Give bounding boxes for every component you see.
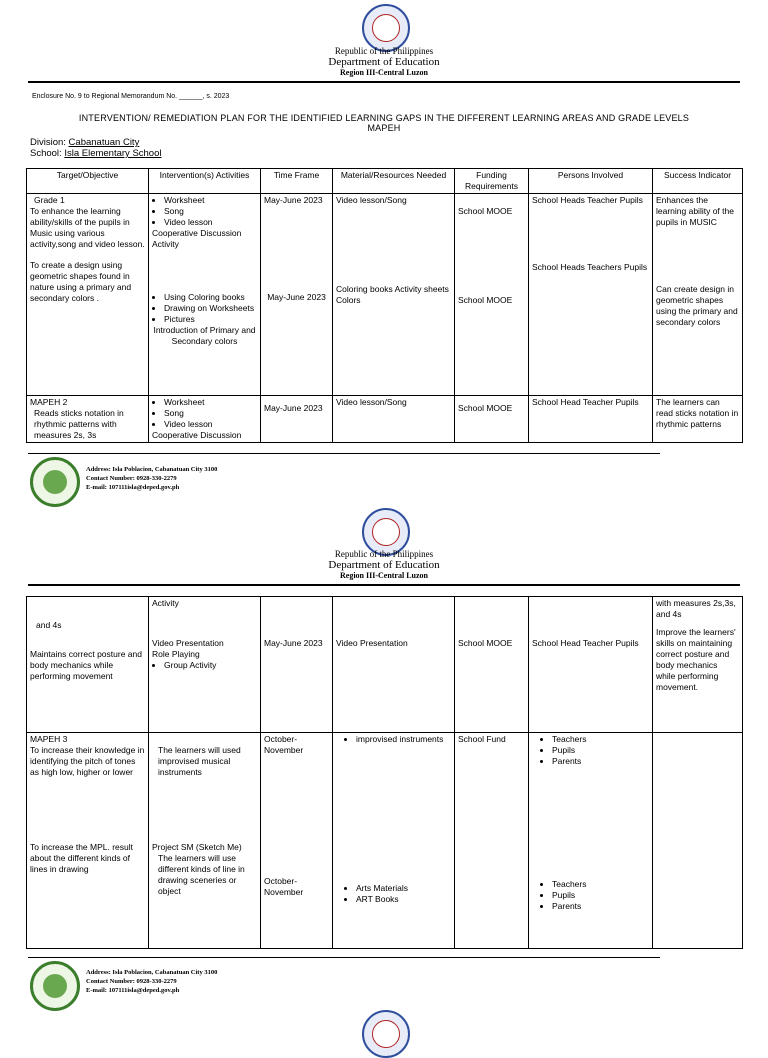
intervention-text: Activity — [152, 598, 179, 608]
school-value: Isla Elementary School — [64, 148, 162, 159]
materials-list — [336, 734, 451, 745]
materials-text: Video lesson/Song — [336, 397, 407, 407]
col-time: Time Frame — [261, 169, 333, 194]
footer-contact — [86, 465, 217, 492]
table-row — [27, 396, 743, 443]
objective-text: To enhance the learning ability/skills of the pupils in Music using various activity,song and video lesson. — [30, 206, 145, 249]
intervention-list — [152, 660, 257, 671]
table-row — [27, 597, 743, 733]
target-cell — [27, 597, 149, 733]
target-cell — [27, 396, 149, 443]
list-item: • ART Books — [356, 894, 451, 905]
objective-text: and 4s — [36, 620, 62, 630]
funding-text: School MOOE — [458, 295, 513, 305]
funding-cell — [455, 194, 529, 396]
funding-text: School MOOE — [458, 403, 513, 413]
footer-address: Address: Isla Poblacion, Cabanatuan City 3100 — [86, 466, 218, 473]
region-text: Region III-Central Luzon — [339, 68, 428, 77]
footer-rule — [28, 957, 660, 958]
intervention-text: Introduction of Primary and Secondary colors — [153, 325, 256, 346]
time-text: October-November — [264, 876, 304, 897]
deped-seal — [362, 4, 410, 52]
department-text: Department of Education — [328, 56, 440, 68]
col-target: Target/Objective — [27, 169, 149, 194]
intervention-text: Cooperative Discussion — [152, 430, 242, 440]
list-item: • Pictures — [164, 314, 257, 325]
success-text: Enhances the learning ability of the pupils in MUSIC — [656, 195, 734, 227]
intervention-list — [152, 195, 257, 228]
intervention-text: Cooperative Discussion Activity — [152, 228, 242, 249]
intervention-cell — [149, 597, 261, 733]
intervention-text: Role Playing — [152, 649, 200, 659]
header-rule — [28, 81, 740, 83]
intervention-text: Project SM (Sketch Me) — [152, 842, 242, 852]
list-item: • Parents — [552, 756, 649, 767]
division-line — [30, 137, 139, 148]
footer-contact — [86, 968, 217, 995]
materials-text: Video Presentation — [336, 638, 408, 648]
list-item: • Group Activity — [164, 660, 257, 671]
list-item: • improvised instruments — [356, 734, 451, 745]
list-item: • Pupils — [552, 745, 649, 756]
success-cell — [653, 597, 743, 733]
time-text: October-November — [264, 734, 304, 755]
time-text: May-June 2023 — [267, 292, 326, 302]
footer-phone: Contact Number: 0928-330-2279 — [86, 475, 177, 482]
list-item: • Arts Materials — [356, 883, 451, 894]
title-line-1: INTERVENTION/ REMEDIATION PLAN FOR THE IDENTIFIED LEARNING GAPS IN THE DIFFERENT LEARNING AREAS AND GRADE LEVELS — [78, 113, 690, 123]
list-item: • Video lesson — [164, 217, 257, 228]
region-text: Region III-Central Luzon — [339, 571, 428, 580]
col-materials: Material/Resources Needed — [333, 169, 455, 194]
objective-text: Maintains correct posture and body mechanics while performing movement — [30, 649, 142, 681]
list-item: • Worksheet — [164, 195, 257, 206]
success-text: The learners can read sticks notation in rhythmic patterns — [656, 397, 739, 429]
list-item: • Song — [164, 206, 257, 217]
table-header-row — [27, 169, 743, 194]
plan-table-page2 — [26, 596, 743, 949]
deped-seal — [362, 1010, 410, 1058]
list-item: • Parents — [552, 901, 649, 912]
intervention-text: The learners will used improvised musical instruments — [158, 745, 241, 777]
success-text: Can create design in geometric shapes using the primary and secondary colors — [656, 284, 738, 327]
plan-title — [28, 113, 740, 133]
grade-label: MAPEH 3 — [30, 734, 68, 744]
intervention-list — [152, 292, 257, 325]
time-text: May-June 2023 — [264, 403, 323, 413]
persons-cell — [529, 597, 653, 733]
success-cell — [653, 194, 743, 396]
school-label: School: — [30, 148, 62, 159]
list-item: • Teachers — [552, 734, 649, 745]
footer-email: E-mail: 107111isla@deped.gov.ph — [86, 484, 180, 491]
success-cell — [653, 396, 743, 443]
persons-cell — [529, 733, 653, 949]
intervention-text: The learners will use different kinds of line in drawing sceneries or object — [158, 853, 245, 896]
objective-text: To increase the MPL. result about the different kinds of lines in drawing — [30, 842, 133, 874]
intervention-list — [152, 397, 257, 430]
persons-text: School Heads Teachers Pupils — [532, 262, 648, 272]
materials-cell — [333, 597, 455, 733]
persons-cell — [529, 396, 653, 443]
time-cell — [261, 194, 333, 396]
enclosure-text: Enclosure No. 9 to Regional Memorandum No. ______, s. 2023 — [32, 93, 230, 100]
time-cell — [261, 733, 333, 949]
footer-address: Address: Isla Poblacion, Cabanatuan City 3100 — [86, 969, 218, 976]
list-item: • Pupils — [552, 890, 649, 901]
funding-cell — [455, 396, 529, 443]
col-intervention: Intervention(s) Activities — [149, 169, 261, 194]
objective-text: To create a design using geometric shapes found in nature using a primary and secondary colors . — [30, 260, 132, 303]
materials-cell — [333, 733, 455, 949]
republic-text: Republic of the Philippines — [334, 549, 434, 559]
persons-text: School Heads Teacher Pupils — [532, 195, 643, 205]
table-row — [27, 194, 743, 396]
grade-label: MAPEH 2 — [30, 397, 68, 407]
list-item: • Teachers — [552, 879, 649, 890]
letterhead — [0, 549, 768, 580]
republic-text: Republic of the Philippines — [334, 46, 434, 56]
division-label: Division: — [30, 137, 66, 148]
footer-phone: Contact Number: 0928-330-2279 — [86, 978, 177, 985]
funding-text: School MOOE — [458, 638, 513, 648]
persons-list — [532, 734, 649, 767]
grade-label: Grade 1 — [34, 195, 65, 205]
intervention-cell — [149, 396, 261, 443]
col-success: Success Indicator — [653, 169, 743, 194]
division-value: Cabanatuan City — [68, 137, 140, 148]
success-text: with measures 2s,3s, and 4s — [656, 598, 736, 619]
funding-cell — [455, 733, 529, 949]
time-cell — [261, 597, 333, 733]
col-funding: Funding Requirements — [455, 169, 529, 194]
materials-text: Coloring books Activity sheets Colors — [336, 284, 449, 305]
funding-cell — [455, 597, 529, 733]
footer-email: E-mail: 107111isla@deped.gov.ph — [86, 987, 180, 994]
materials-cell — [333, 194, 455, 396]
intervention-text: Video Presentation — [152, 638, 224, 648]
persons-text: School Head Teacher Pupils — [532, 638, 639, 648]
plan-table-page1 — [26, 168, 743, 443]
list-item: • Using Coloring books — [164, 292, 257, 303]
table-row — [27, 733, 743, 949]
time-cell — [261, 396, 333, 443]
time-text: May-June 2023 — [264, 195, 323, 205]
list-item: • Worksheet — [164, 397, 257, 408]
intervention-cell — [149, 733, 261, 949]
objective-text: Reads sticks notation in rhythmic patterns with measures 2s, 3s — [34, 408, 124, 440]
materials-cell — [333, 396, 455, 443]
school-logo — [30, 457, 80, 507]
target-cell — [27, 194, 149, 396]
list-item: • Drawing on Worksheets — [164, 303, 257, 314]
department-text: Department of Education — [328, 559, 440, 571]
school-logo — [30, 961, 80, 1011]
school-line — [30, 148, 162, 159]
funding-text: School Fund — [458, 734, 506, 744]
materials-list — [336, 883, 451, 905]
success-cell — [653, 733, 743, 949]
list-item: • Song — [164, 408, 257, 419]
letterhead — [0, 46, 768, 77]
materials-text: Video lesson/Song — [336, 195, 407, 205]
col-persons: Persons Involved — [529, 169, 653, 194]
persons-text: School Head Teacher Pupils — [532, 397, 639, 407]
funding-text: School MOOE — [458, 206, 513, 216]
list-item: • Video lesson — [164, 419, 257, 430]
persons-cell — [529, 194, 653, 396]
time-text: May-June 2023 — [264, 638, 323, 648]
header-rule — [28, 584, 740, 586]
title-line-2: MAPEH — [367, 123, 401, 133]
objective-text: To increase their knowledge in identifying the pitch of tones as high low, higher or lower — [30, 745, 145, 777]
persons-list — [532, 879, 649, 912]
intervention-cell — [149, 194, 261, 396]
footer-rule — [28, 453, 660, 454]
target-cell — [27, 733, 149, 949]
success-text: Improve the learners' skills on maintaining correct posture and body mechanics while performing movement. — [656, 627, 736, 692]
